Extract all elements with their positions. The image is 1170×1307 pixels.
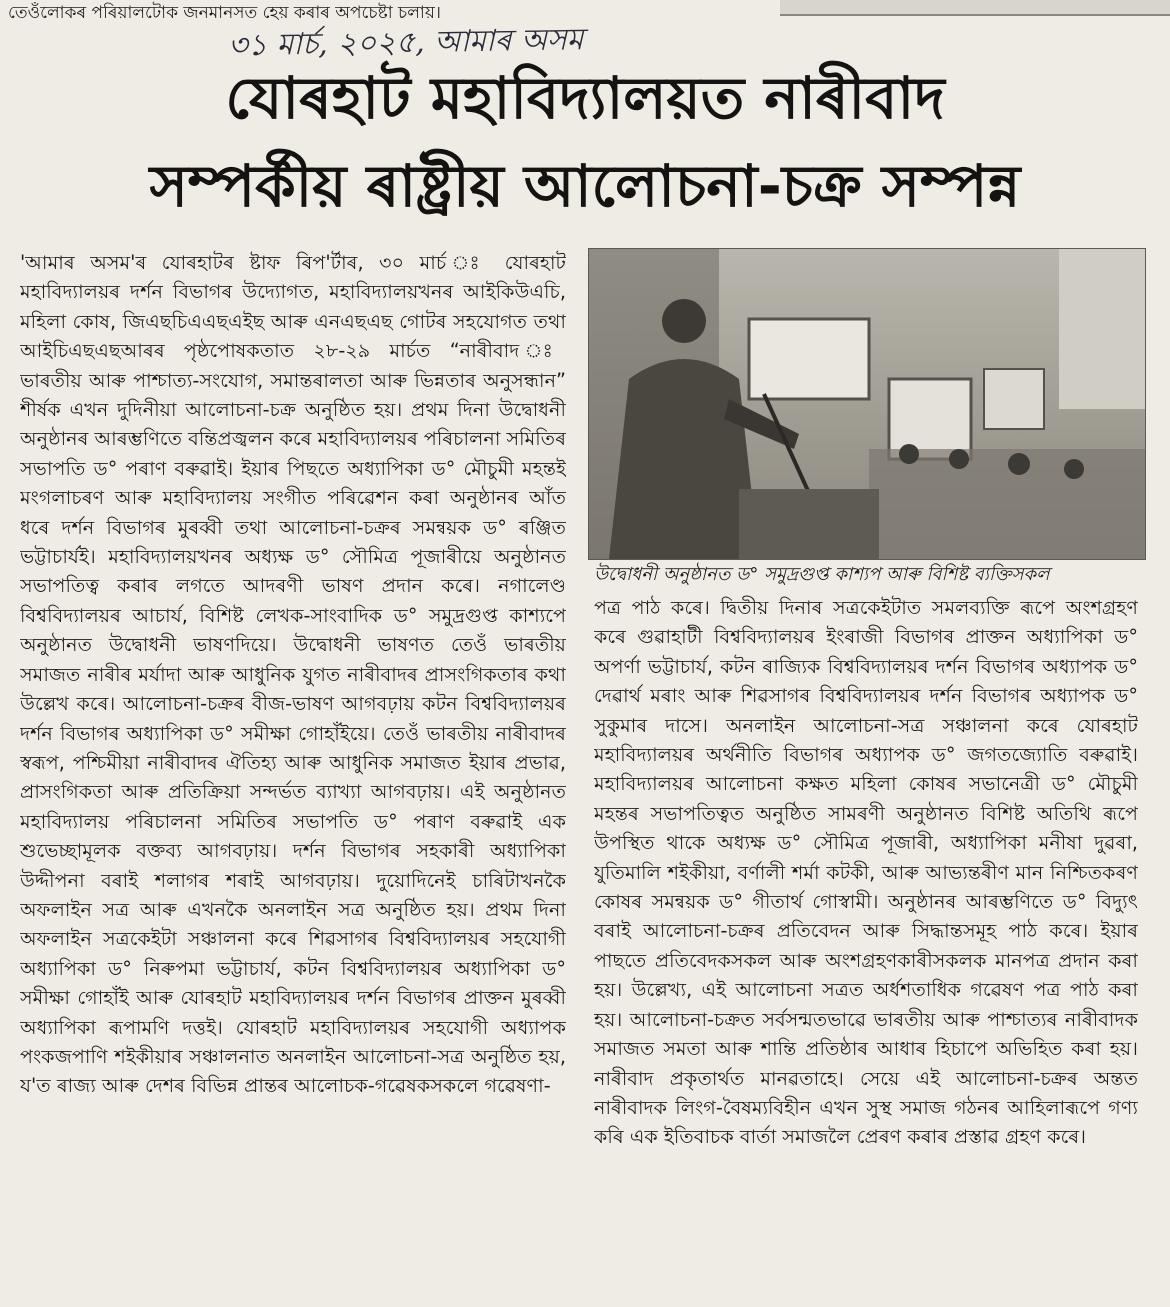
- headline-line-1: যোৰহাট মহাবিদ্যালয়ত নাৰীবাদ: [225, 64, 945, 132]
- handwritten-date-source-note: ৩১ মাৰ্চ, ২০২৫, আমাৰ অসম: [227, 22, 584, 64]
- previous-article-text: তেওঁলোকৰ পৰিয়ালটোক জনমানসত হেয় কৰাৰ অপচেষ্টা চলায়।: [8, 3, 441, 23]
- speaker-figure-body: [609, 359, 759, 559]
- podium: [739, 489, 879, 559]
- article-body-right-column: [594, 593, 1138, 1307]
- headline-line-2: সম্পৰ্কীয় ৰাষ্ট্ৰীয় আলোচনা-চক্ৰ সম্পন্ন: [149, 152, 1021, 220]
- projection-screen-2: [889, 379, 971, 459]
- article-body-left-column: [20, 248, 566, 1307]
- photo-caption: উদ্বোধনী অনুষ্ঠানত ড° সমুদ্ৰগুপ্ত কাশ্যপ আৰু বিশিষ্ট ব্যক্তিসকল: [594, 564, 1050, 585]
- projection-screen-3: [984, 369, 1044, 429]
- article-right-paragraph: পত্ৰ পাঠ কৰে। দ্বিতীয় দিনাৰ সত্ৰকেইটাত সমলব্যক্তি ৰূপে অংশগ্ৰহণ কৰে গুৱাহাটী বিশ্ববিদ্যালয়ৰ ইংৰাজী বিভাগৰ প্ৰাক্তন অধ্যাপিকা ড° অপৰ্ণা ভট্টাচাৰ্য, কটন ৰাজ্যিক বিশ্ববিদ্যালয়ৰ দৰ্শন বিভাগৰ অধ্যাপক ড° দেৱাৰ্থ মৰাং আৰু শিৱসাগৰ বিশ্ববিদ্যালয়ৰ দৰ্শন বিভাগৰ অধ্যাপক ড° সুকুমাৰ দাসে। অনলাইন আলোচনা-সত্ৰ সঞ্চালনা কৰে যোৰহাট মহাবিদ্যালয়ৰ অৰ্থনীতি বিভাগৰ অধ্যাপক ড° জগতজ্যোতি বৰুৱাই। মহাবিদ্যালয়ৰ আলোচনা কক্ষত মহিলা কোষৰ সভানেত্ৰী ড° মৌচুমী মহন্তৰ সভাপতিত্বত অনুষ্ঠিত সামৰণী অনুষ্ঠানত বিশিষ্ট অতিথি ৰূপে উপস্থিত থাকে অধ্যক্ষ ড° সৌমিত্ৰ পূজাৰী, অধ্যাপিকা মনীষা দুৱৰা, যুতিমালি শইকীয়া, বৰ্ণালী শৰ্মা কটকী, আৰু আভ্যন্তৰীণ মান নিশ্চিতকৰণ কোষৰ সমন্বয়ক ড° গীতাৰ্থ গোস্বামী। অনুষ্ঠানৰ আৰম্ভণিতে ড° বিদ্যুৎ বৰাই আলোচনা-চক্ৰৰ প্ৰতিবেদন আৰু সিদ্ধান্তসমূহ পাঠ কৰে। ইয়াৰ পাছতে প্ৰতিবেদকসকল আৰু অংশগ্ৰহণকাৰীসকলক মানপত্ৰ প্ৰদান কৰা হয়। উল্লেখ্য, এই আলোচনা সত্ৰত অৰ্ধশতাধিক গৱেষণ পত্ৰ পাঠ কৰা হয়। আলোচনা-চক্ৰত সৰ্বসন্মতভাৱে ভাৰতীয় আৰু পাশ্চাত্যৰ নাৰীবাদক সমাজত সমতা আৰু শান্তি প্ৰতিষ্ঠাৰ আধাৰ হিচাপে অভিহিত কৰা হয়। নাৰীবাদ প্ৰকৃতাৰ্থত মানৱতাহে। সেয়ে এই আলোচনা-চক্ৰৰ অন্তত নাৰীবাদক লিংগ-বৈষম্যবিহীন এখন সুস্থ সমাজ গঠনৰ আহিলাৰূপে গণ্য কৰি এক ইতিবাচক বাৰ্তা সমাজলৈ প্ৰেৰণ কৰাৰ প্ৰস্তাৱ গ্ৰহণ কৰে।: [594, 596, 1138, 1149]
- event-photo-illustration: [589, 249, 1145, 559]
- speaker-figure-head: [662, 299, 706, 343]
- event-photo: [588, 248, 1146, 560]
- projection-screen-1: [749, 319, 869, 399]
- article-left-paragraph: 'আমাৰ অসম'ৰ যোৰহাটৰ ষ্টাফ ৰিপ'ৰ্টাৰ, ৩০ মাৰ্চ ঃ যোৰহাট মহাবিদ্যালয়ৰ দৰ্শন বিভাগৰ উদ্যোগত, মহাবিদ্যালয়খনৰ আইকিউএচি, মহিলা কোষ, জিএছচিএএছএইছ আৰু এনএছএছ গোটৰ সহযোগত তথা আইচিএছএছআৰৰ পৃষ্ঠপোষকতাত ২৮-২৯ মাৰ্চত “নাৰীবাদ ঃ ভাৰতীয় আৰু পাশ্চাত্য-সংযোগ, সমান্তৰালতা আৰু ভিন্নতাৰ অনুসন্ধান” শীৰ্ষক এখন দুদিনীয়া আলোচনা-চক্ৰ অনুষ্ঠিত হয়। প্ৰথম দিনা উদ্বোধনী অনুষ্ঠানৰ আৰম্ভণিতে বন্তিপ্ৰজ্বলন কৰে মহাবিদ্যালয়ৰ পৰিচালনা সমিতিৰ সভাপতি ড° পৰাণ বৰুৱাই। ইয়াৰ পিছতে অধ্যাপিকা ড° মৌচুমী মহন্তই মংগলাচৰণ আৰু মহাবিদ্যালয় সংগীত পৰিৱেশন কৰা অনুষ্ঠানৰ আঁত ধৰে দৰ্শন বিভাগৰ মুৰব্বী তথা আলোচনা-চক্ৰৰ সমন্বয়ক ড° ৰঞ্জিত ভট্টাচাৰ্যই। মহাবিদ্যালয়খনৰ অধ্যক্ষ ড° সৌমিত্ৰ পূজাৰীয়ে অনুষ্ঠানত সভাপতিত্ব কৰাৰ লগতে আদৰণী ভাষণ প্ৰদান কৰে। নগালেণ্ড বিশ্ববিদ্যালয়ৰ আচাৰ্য, বিশিষ্ট লেখক-সাংবাদিক ড° সমুদ্ৰগুপ্ত কাশ্যপে অনুষ্ঠানত উদ্বোধনী ভাষণদিয়ে। উদ্বোধনী ভাষণত তেওঁ ভাৰতীয় সমাজত নাৰীৰ মৰ্যাদা আৰু আধুনিক যুগত নাৰীবাদৰ প্ৰাসংগিকতাৰ কথা উল্লেখ কৰে। আলোচনা-চক্ৰৰ বীজ-ভাষণ আগবঢ়ায় কটন বিশ্ববিদ্যালয়ৰ দৰ্শন বিভাগৰ অধ্যাপিকা ড° সমীক্ষা গোহাঁইয়ে। তেওঁ ভাৰতীয় নাৰীবাদৰ স্বৰূপ, পশ্চিমীয়া নাৰীবাদৰ ঐতিহ্য আৰু আধুনিক সমাজত ইয়াৰ প্ৰভাৱ, প্ৰাসংগিকতা আৰু প্ৰতিক্ৰিয়া সন্দৰ্ভত ব্যাখ্যা আগবঢ়ায়। এই অনুষ্ঠানত মহাবিদ্যালয় পৰিচালনা সমিতিৰ সভাপতি ড° পৰাণ বৰুৱাই এক শুভেচ্ছামূলক বক্তব্য আগবঢ়ায়। দৰ্শন বিভাগৰ সহকাৰী অধ্যাপিকা উদ্দীপনা বৰাই শলাগৰ শৰাই আগবঢ়ায়। দুয়োদিনেই চাৰিটাখনকৈ অফলাইন সত্ৰ আৰু এখনকৈ অনলাইন সত্ৰ অনুষ্ঠিত হয়। প্ৰথম দিনা অফলাইন সত্ৰকেইটা সঞ্চালনা কৰে শিৱসাগৰ বিশ্ববিদ্যালয়ৰ সহযোগী অধ্যাপিকা ড° নিৰুপমা ভট্টাচাৰ্য, কটন বিশ্ববিদ্যালয়ৰ অধ্যাপিকা ড° সমীক্ষা গোহাঁই আৰু যোৰহাট মহাবিদ্যালয়ৰ দৰ্শন বিভাগৰ প্ৰাক্তন মুৰব্বী অধ্যাপিকা ৰূপামণি দত্তই। যোৰহাট মহাবিদ্যালয়ৰ সহযোগী অধ্যাপক পংকজপাণি শইকীয়াৰ সঞ্চালনাত অনলাইন আলোচনা-সত্ৰ অনুষ্ঠিত হয়, য'ত ৰাজ্য আৰু দেশৰ বিভিন্ন প্ৰান্তৰ আলোচক-গৱেষকসকলে গৱেষণা-: [20, 251, 566, 1098]
